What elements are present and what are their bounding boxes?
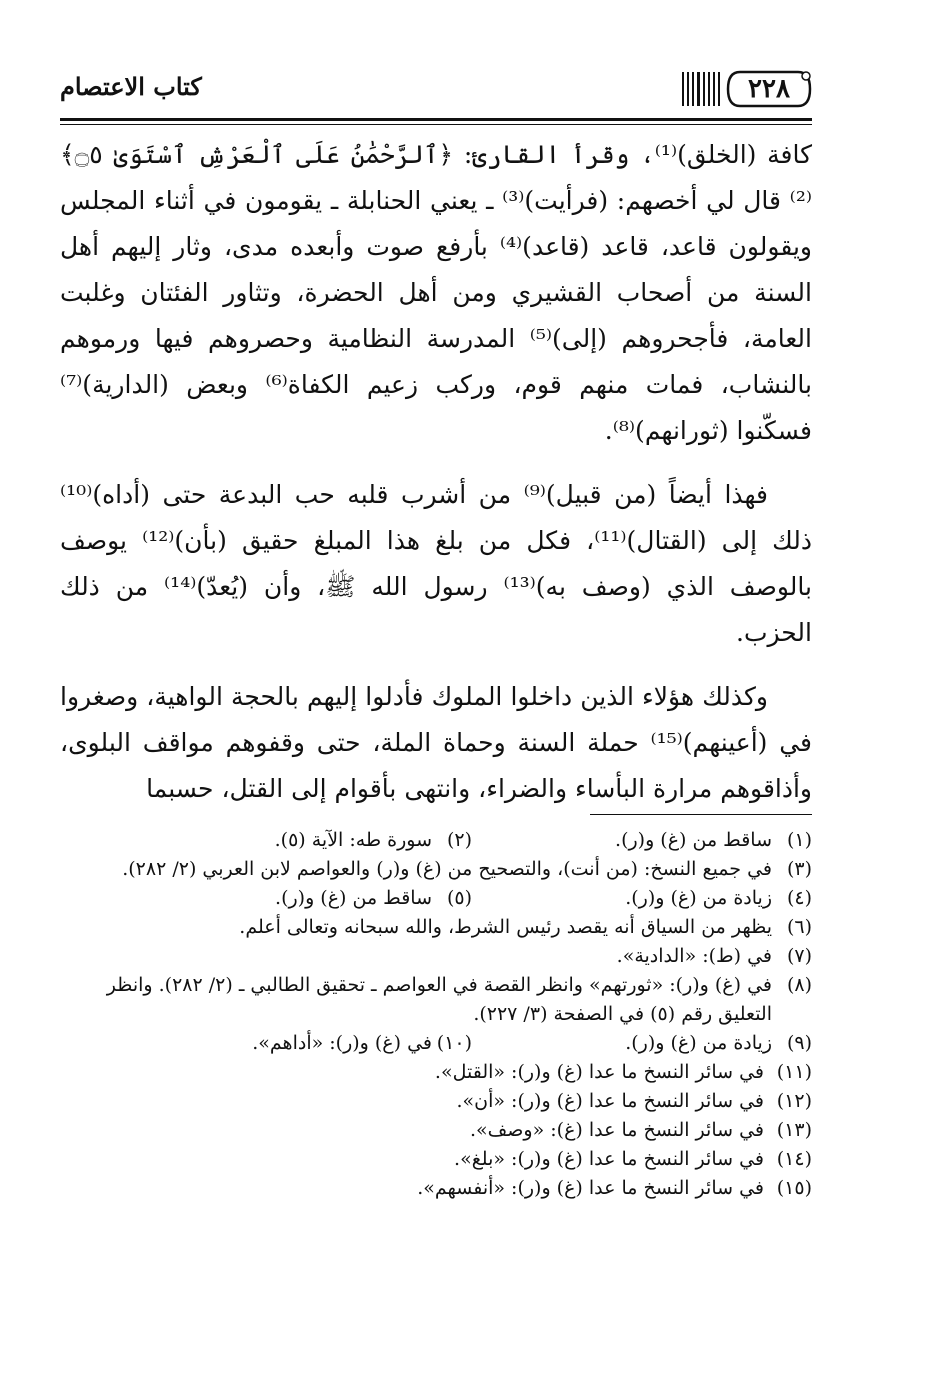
footnote-row — [60, 971, 812, 1029]
footnote-text: ساقط من (غ) و(ر). — [615, 829, 772, 851]
footnote-row — [60, 1029, 812, 1058]
footnote-row — [60, 1145, 812, 1174]
footnote-row — [60, 1174, 812, 1203]
page-header — [60, 62, 812, 118]
footnote-text: يظهر من السياق أنه يقصد رئيس الشرط، والله سبحانه وتعالى أعلم. — [239, 916, 772, 938]
footnote-number: (٢) — [446, 829, 472, 851]
footnote-text: في (غ) و(ر): «أداهم». — [252, 1032, 432, 1054]
footnote-row — [60, 1116, 812, 1145]
footnote-number: (١٥) — [776, 1177, 812, 1199]
footnote-number: (١٢) — [776, 1090, 812, 1112]
main-text — [60, 132, 812, 812]
footnote-row — [60, 826, 812, 855]
paragraph: فهذا أيضاً (من قبيل)⁽⁹⁾ من أشرب قلبه حب البدعة حتى (أداه)⁽¹⁰⁾ ذلك إلى (القتال)⁽¹¹⁾، فكل من بلغ هذا المبلغ حقيق (بأن)⁽¹²⁾ يوصف بالوصف الذي (وصف به)⁽¹³⁾ رسول الله ﷺ، وأن (يُعدّ)⁽¹⁴⁾ من ذلك الحزب. — [60, 480, 812, 647]
footnote-text: في سائر النسخ ما عدا (غ) و(ر): «القتل». — [434, 1061, 764, 1083]
footnote-row — [60, 1058, 812, 1087]
paragraph: كافة (الخلق)⁽¹⁾، وقرأ القارئ: ﴿ٱلرَّحْمَٰنُ عَلَى ٱلْعَرْشِ ٱسْتَوَىٰ ۝٥﴾⁽²⁾ قال لي أخصهم: (فرأيت)⁽³⁾ ـ يعني الحنابلة ـ يقومون في أثناء المجلس ويقولون قاعد، قاعد (قاعد)⁽⁴⁾ بأرفع صوت وأبعده مدى، وثار إليهم أهل السنة من أصحاب القشيري ومن أهل الحضرة، وتثاور الفئتان وغلبت العامة، فأجحروهم (إلى)⁽⁵⁾ المدرسة النظامية وحصروهم فيها ورموهم بالنشاب، فمات منهم قوم، وركب زعيم الكفاة⁽⁶⁾ وبعض (الدارية)⁽⁷⁾ فسكّنوا (ثورانهم)⁽⁸⁾. — [60, 140, 812, 445]
page-number: ٢٢٨ — [748, 74, 790, 104]
footnote-number: (٧) — [786, 945, 812, 967]
footnote-number: (١) — [786, 829, 812, 851]
header-rule-thin — [60, 124, 812, 125]
footnotes — [60, 826, 812, 1203]
running-title: كتاب الاعتصام — [60, 72, 202, 101]
footnote-text: سورة طه: الآية (٥). — [274, 829, 432, 851]
footnote-text: في (غ) و(ر): «ثورتهم» وانظر القصة في العواصم ـ تحقيق الطالبي ـ (٢/ ٢٨٢). وانظر التعليق رقم (٥) في الصفحة (٣/ ٢٢٧). — [106, 974, 772, 1025]
footnote-number: (٤) — [786, 887, 812, 909]
footnote-text: في سائر النسخ ما عدا (غ) و(ر): «بلغ». — [454, 1148, 764, 1170]
header-rule — [60, 118, 812, 121]
page-number-frame — [726, 70, 812, 108]
footnote-number: (٨) — [786, 974, 812, 996]
footnote-number: (٩) — [786, 1032, 812, 1054]
footnote-text: زيادة من (غ) و(ر). — [625, 887, 772, 909]
footnote-number: (١٣) — [776, 1119, 812, 1141]
footnote-text: في سائر النسخ ما عدا (غ): «وصف». — [469, 1119, 764, 1141]
footnote-number: (٦) — [786, 916, 812, 938]
footnote-number: (٥) — [446, 887, 472, 909]
footnote-row — [60, 1087, 812, 1116]
footnote-row — [60, 942, 812, 971]
footnote-row — [60, 913, 812, 942]
footnote-number: (٣) — [786, 858, 812, 880]
footnote-separator — [590, 814, 812, 815]
footnote-text: في (ط): «الدادية». — [616, 945, 772, 967]
footnote-row — [60, 884, 812, 913]
footnote-number: (١٤) — [776, 1148, 812, 1170]
header-ornament-bars — [682, 72, 720, 106]
footnote-text: في جميع النسخ: (من أنت)، والتصحيح من (غ) و(ر) والعواصم لابن العربي (٢/ ٢٨٢). — [122, 858, 772, 880]
footnote-text: في سائر النسخ ما عدا (غ) و(ر): «أنفسهم». — [417, 1177, 764, 1199]
footnote-text: ساقط من (غ) و(ر). — [275, 887, 432, 909]
footnote-number: (١٠) — [436, 1032, 472, 1054]
paragraph: وكذلك هؤلاء الذين داخلوا الملوك فأدلوا إليهم بالحجة الواهية، وصغروا في (أعينهم)⁽¹⁵⁾ حملة السنة وحماة الملة، حتى وقفوهم مواقف البلوى، وأذاقوهم مرارة البأساء والضراء، وانتهى بأقوام إلى القتل، حسبما — [60, 682, 812, 803]
footnote-row — [60, 855, 812, 884]
footnote-text: زيادة من (غ) و(ر). — [625, 1032, 772, 1054]
footnote-text: في سائر النسخ ما عدا (غ) و(ر): «أن». — [456, 1090, 764, 1112]
footnote-number: (١١) — [776, 1061, 812, 1083]
